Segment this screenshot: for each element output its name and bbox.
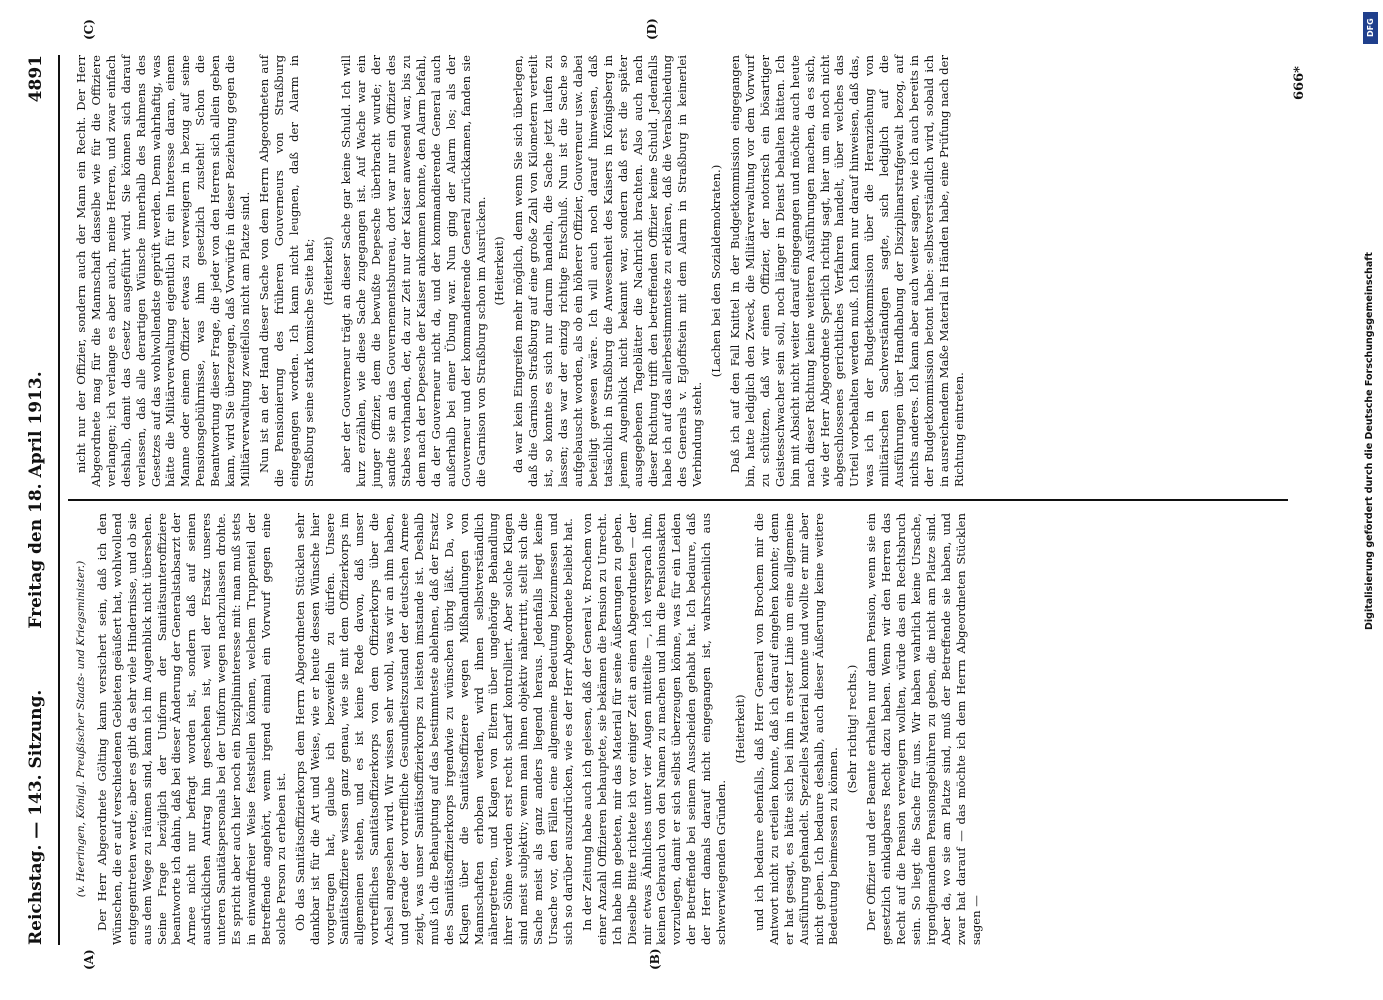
header-date: Freitag den 18. April 1913. [26, 371, 46, 629]
interjection: (Lachen bei den Sozialdemokraten.) [709, 164, 724, 378]
right-column [74, 55, 971, 487]
left-column [74, 513, 987, 945]
paragraph: Der Herr Abgeordnete Gölting kann versichert sein, daß ich den Wünschen, die er auf verschiedenen Gebieten geäußert hat, wohlwollend entgegentreten werde; aber es gibt da sehr viele Hindernisse, und ob sie aus dem Wege zu räumen sind, kann ich im Augenblick nicht übersehen. Seine Frage bezüglich der Uniform der Sanitätsunteroffiziere beantworte ich dahin, daß bei dieser Änderung der Generalstabsarzt der Armee nicht nur befragt worden ist, sondern daß auf seinen ausdrücklichen Antrag hin geschehen ist, weil der Ersatz unseres unteren Sanitätspersonals bei der Uniform wegen nachzulassen drohte. Es spricht aber auch hier noch ein Disziplininteresse mit: man muß stets in einwandfreier Weise feststellen können, welchem Truppenteil der Betreffende angehört, wenn irgend einmal ein Vorwurf gegen eine solche Person zu erheben ist. [94, 513, 288, 945]
paragraph: Der Offizier und der Beamte erhalten nur dann Pension, wenn sie ein gesetzlich einklagbares Recht dazu haben. Wenn wir den Herren das Recht auf die Pension verweigern wollten, würde das ein Rechtsbruch sein. So liegt die Sache für uns. Wir haben wahrlich keine Ursache, irgendjemandem Pensionsgebühren zu geben, die nicht am Platze sind. Aber da, wo sie am Platze sind, muß der Betreffende sie haben, und zwar hat darauf — das möchte ich dem Herrn Abgeordneten Stücklen sagen — [864, 513, 983, 945]
paragraph: da war kein Eingreifen mehr möglich, denn wenn Sie sich überlegen, daß die Garnison Straßburg auf eine große Zahl von Kilometern verteilt ist, so konnte es sich nur darum handeln, die Sache jetzt laufen zu lassen; das war der einzig richtige Entschluß. Nun ist die Sache so aufgebauscht worden, als ob ein höherer Offizier, Gouverneur usw. dabei beteiligt gewesen wäre. Ich will auch noch darauf hinweisen, daß tatsächlich in Straßburg die Anwesenheit des Kaisers in Königsberg in jenem Augenblick nicht bekannt war, sondern daß erst die später ausgegebenen Tageblätter die Nachricht brachten. Also auch nach dieser Richtung trifft den betreffenden Offizier keine Schuld. Jedenfalls habe ich auf das allerbestimmteste zu erklären, daß die Verabschiedung des Generals v. Egloffstein mit dem Alarm in Straßburg in keinerlei Verbindung steht. [511, 55, 705, 487]
paragraph: und ich bedaure ebenfalls, daß Herr General von Brochem mir die Antwort nicht zu erteilen konnte, daß ich darauf eingehen konnte; denn er hat gesagt, es hätte sich bei ihm in erster Linie um eine allgemeine Ausführung gehandelt. Spezielles Material konnte und wollte er mir aber nicht geben. Ich bedaure deshalb, auch dieser Äußerung keine weitere Bedeutung beimessen zu können. [751, 513, 841, 945]
margin-marker-a: (A) [82, 949, 96, 970]
credit-text: Digitalisierung gefördert durch die Deutsche Forschungsgemeinschaft [1364, 252, 1375, 630]
speaker-line: (v. Heeringen, Königl. Preußischer Staats- und Kriegsminister.) [75, 560, 87, 898]
interjection: (Heiterkeit) [492, 236, 507, 306]
page-footnote: 666* [1292, 66, 1307, 100]
margin-marker-c: (C) [82, 19, 96, 40]
header-page-number: 4891 [26, 55, 46, 103]
paragraph: aber der Gouverneur trägt an dieser Sache gar keine Schuld. Ich will kurz erzählen, wie diese Sache zugegangen ist. Auf Wache war ein junger Offizier, dem die bewußte Depesche überbracht wurde; der sandte sie an das Gouvernementsbureau, dort war nur ein Offizier des Stabes vorhanden, der, da zur Zeit nur der Kaiser anwesend war, bis zu dem nach der Depesche der Kaiser ankommen konnte, den Alarm befahl, da der Gouverneur nicht da, und der kommandierende General auch außerhalb bei einer Übung war. Nun ging der Alarm los; als der Gouverneur und der kommandierende General zurückkamen, fanden sie die Garnison von Straßburg schon im Ausrücken. [339, 55, 488, 487]
paragraph: In der Zeitung habe auch ich gelesen, daß der General v. Brochem von einer Anzahl Offizieren behauptete, sie bekämen die Pension zu Unrecht. Ich habe ihn gebeten, mir das Material für seine Äußerungen zu geben. Dieselbe Bitte richtete ich vor einiger Zeit an einen Abgeordneten — der mir etwas Ähnliches unter vier Augen mitteilte —, ich versprach ihm, keinen Gebrauch von den Namen zu machen und ihm die Pensionsakten vorzulegen, damit er sich selbst überzeugen könne, was für ein Leiden der Betreffende bei seinem Ausscheiden gehabt hat. Ich bedaure, daß der Herr damals darauf nicht eingegangen ist, wahrscheinlich aus schwerwiegenden Gründen. [579, 513, 729, 945]
digitization-credit [1362, 10, 1378, 630]
paragraph: Nun ist an der Hand dieser Sache von dem Herrn Abgeordneten auf die Pensionierung des früheren Gouverneurs von Straßburg eingegangen worden. Ich kann nicht leugnen, daß der Alarm in Straßburg seine stark komische Seite hat; [256, 55, 316, 487]
interjection: (Heiterkeit) [320, 236, 335, 306]
paragraph: nicht nur der Offizier, sondern auch der Mann ein Recht. Der Herr Abgeordnete mag für die Mannschaft dasselbe wie für die Offiziere verlangen; ich verlange es aber auch, meine Herren, und zwar einfach deshalb, damit das Gesetz ausgeführt wird. Sie können sich darauf verlassen, daß alle derartigen Wünsche innerhalb des Rahmens des Gesetzes auf das wohlwollendste geprüft werden. Denn wahrhaftig, was hätte die Militärverwaltung eigentlich für ein Interesse daran, einem Manne oder einem Offizier etwas zu verweigern in bezug auf seine Pensionsgebührnisse, was ihm gesetzlich zusteht! Schon die Beantwortung dieser Frage, die jeder von den Herren sich allein geben kann, wird Sie überzeugen, daß Vorwürfe in dieser Beziehung gegen die Militärverwaltung zweifellos nicht am Platze sind. [74, 55, 252, 487]
interjection: (Heiterkeit) [732, 694, 747, 764]
header-session: Reichstag. — 143. Sitzung. [26, 689, 46, 945]
dfg-logo: DFG [1363, 12, 1378, 44]
margin-marker-b: (B) [648, 948, 662, 970]
paragraph: Daß ich auf den Fall Knittel in der Budgetkommission eingegangen bin, hatte lediglich den Zweck, die Militärverwaltung vor dem Vorwurf zu schützen, daß wir einen Offizier, der notorisch ein bösartiger Geistesschwacher sein soll, noch länger in Dienst behalten hätten. Ich bin mit Absicht nicht weiter darauf eingegangen und möchte auch heute nach dieser Richtung keine weiteren Ausführungen machen, da es sich, wie der Herr Abgeordnete Sperlich richtig sagt, hier um ein noch nicht abgeschlossenes gerichtliches Verfahren handelt, über welches das Urteil vorbehalten werden muß. Ich kann nur darauf hinweisen, daß das, was ich in der Budgetkommission über die Heranziehung von militärischen Sachverständigen sagte, sich lediglich auf die Ausführungen über Handhabung der Disziplinarstrafgewalt bezog, auf nichts anderes. Ich kann aber auch weiter sagen, wie ich auch bereits in der Budgetkommission betont habe: selbstverständlich wird, sobald ich in ausreichendem Maße Material in Händen habe, eine Prüfung nach der Richtung eintreten. [728, 55, 966, 487]
page-header [18, 55, 60, 945]
margin-marker-d: (D) [645, 18, 659, 40]
column-divider [68, 499, 1288, 501]
interjection: (Sehr richtig! rechts.) [845, 664, 860, 794]
paragraph: Ob das Sanitätsoffizierkorps dem Herrn Abgeordneten Stücklen sehr dankbar ist für die Art und Weise, wie er heute dessen Wünsche hier vorgetragen hat, glaube ich bezweifeln zu dürfen. Unsere Sanitätsoffiziere wissen ganz genau, wie sie mit dem Offizierkorps im allgemeinen stehen, und es ist keine Rede davon, daß unser vortreffliches Sanitätsoffizierkorps von dem Offizierkorps über die Achsel angesehen wird. Wir wissen sehr wohl, was wir an ihm haben, und gerade der vortreffliche Gesundheitszustand der deutschen Armee zeigt, was unser Sanitätsoffizierkorps zu leisten imstande ist. Deshalb muß ich die Behauptung auf das bestimmteste ablehnen, daß der Ersatz des Sanitätsoffizierkorps irgendwie zu wünschen übrig läßt. Da, wo Klagen über die Sanitätsoffiziere wegen Mißhandlungen von Mannschaften erhoben werden, wird ihnen selbstverständlich nähergetreten, und Klagen von Eltern über ungehörige Behandlung ihrer Söhne werden erst recht scharf kontrolliert. Aber solche Klagen sind meist subjektiv; wenn man ihnen objektiv nähertritt, stellt sich die Sache meist als ganz anders liegend heraus. Jedenfalls liegt keine Ursache vor, den Fällen eine allgemeine Bedeutung beizumessen und sich so darüber auszudrücken, wie es der Herr Abgeordnete beliebt hat. [292, 513, 575, 945]
